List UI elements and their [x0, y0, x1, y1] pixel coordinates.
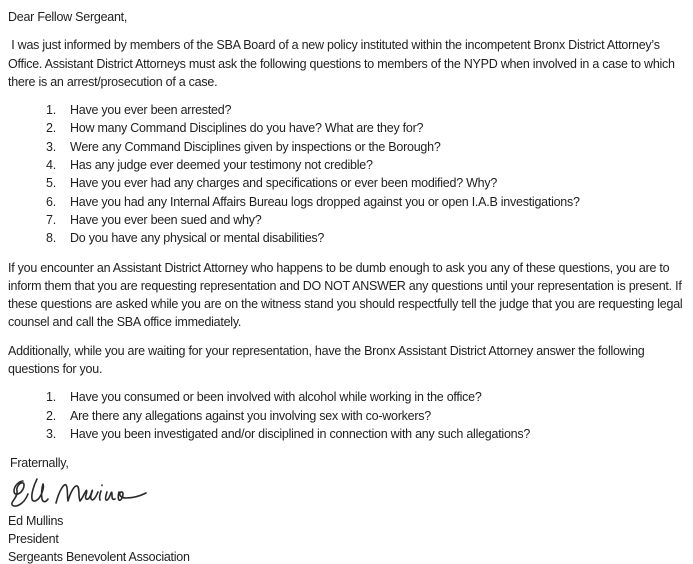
salutation: Dear Fellow Sergeant, — [8, 10, 128, 24]
list-item: Have you had any Internal Affairs Bureau logs dropped against you or open I.A.B investigations? — [70, 194, 580, 209]
list-item: How many Command Disciplines do you have? What are they for? — [70, 121, 424, 136]
paragraph-additional: Additionally, while you are waiting for your representation, have the Bronx Assistant District Attorney answer the following questions for you. — [8, 343, 648, 377]
ada-questions-list — [8, 388, 685, 443]
list-item: Do you have any physical or mental disabilities? — [70, 231, 325, 246]
signer-block — [8, 512, 685, 564]
signature-ed-mullins — [10, 474, 685, 510]
signature-graphic — [10, 474, 148, 510]
list-item: Were any Command Disciplines given by inspections or the Borough? — [70, 139, 441, 154]
closing: Fraternally, — [10, 456, 69, 471]
list-item: Have you ever been arrested? — [70, 103, 232, 118]
signer-name: Ed Mullins — [8, 513, 64, 528]
list-item: Have you ever had any charges and specifications or ever been modified? Why? — [70, 176, 498, 191]
signer-title: President — [8, 531, 59, 546]
paragraph-instructions: If you encounter an Assistant District Attorney who happens to be dumb enough to ask you any of these questions, you are to inform them that you are requesting representation and DO NOT ANSWER any questions until your representation is present. If these questions are asked while you are on the witness stand you should respectfully tell the judge that you are requesting legal counsel and call the SBA office immediately. — [8, 260, 686, 330]
list-item: Has any judge ever deemed your testimony not credible? — [70, 158, 373, 173]
list-item: Have you been investigated and/or disciplined in connection with any such allegations? — [70, 426, 531, 441]
nypd-questions-list — [8, 101, 685, 247]
list-item: Have you consumed or been involved with alcohol while working in the office? — [70, 390, 482, 405]
list-item: Are there any allegations against you involving sex with co-workers? — [70, 408, 431, 423]
paragraph-policy: I was just informed by members of the SBA Board of a new policy instituted within the incompetent Bronx District Attorney’s Office. Assistant District Attorneys must ask the following questions to members of the NYPD when involved in a case to which there is an arrest/prosecution of a case. — [8, 38, 678, 89]
signer-organization: Sergeants Benevolent Association — [8, 550, 190, 564]
list-item: Have you ever been sued and why? — [70, 212, 262, 227]
